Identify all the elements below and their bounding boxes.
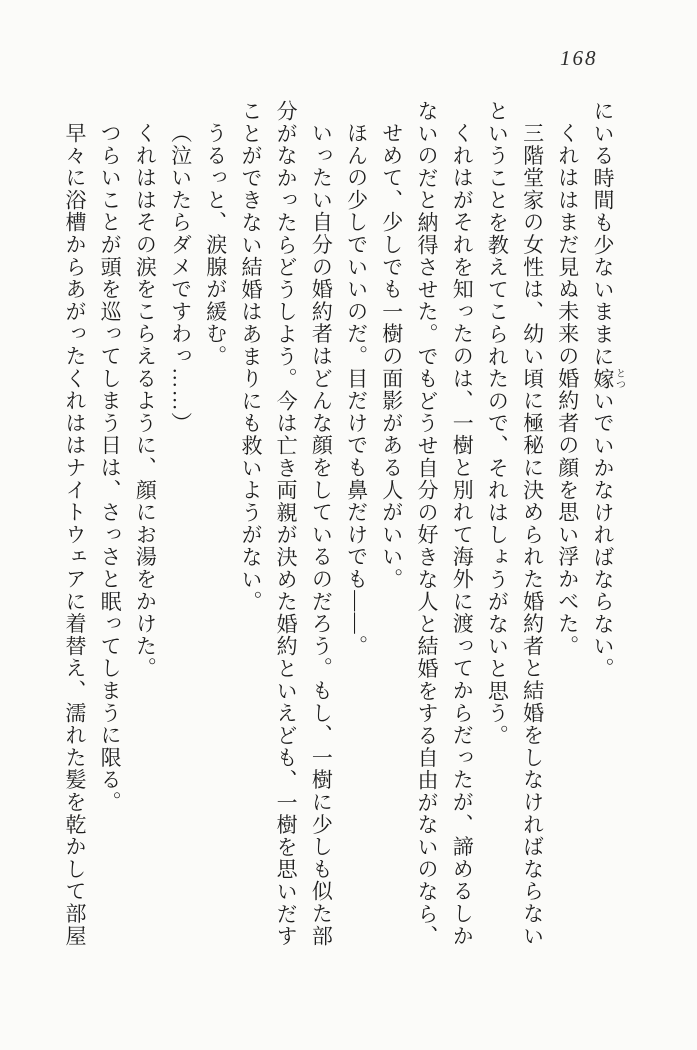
text-column: ないのだと納得させた。でもどうせ自分の好きな人と結婚をする自由がないのなら、 <box>414 100 439 948</box>
text-column: （泣いたらダメですわっ……） <box>168 122 193 435</box>
text-column: いったい自分の婚約者はどんな顔をしているのだろう。もし、一樹に少しも似た部 <box>309 122 334 948</box>
ruby-annotated-kanji: 嫁とつ <box>591 367 625 390</box>
text-column: ほんの少しでいいのだ。目だけでも鼻だけでも――。 <box>344 122 369 658</box>
text-column: くれははまだ見ぬ未来の婚約者の顔を思い浮かべた。 <box>555 122 580 658</box>
text-column: 早々に浴槽からあがったくれははナイトウェアに着替え、濡れた髪を乾かして部屋 <box>62 122 87 948</box>
text-column: ことができない結婚はあまりにも救いようがない。 <box>238 100 263 613</box>
text-column: にいる時間も少ないままに嫁とついでいかなければならない。 <box>591 100 625 680</box>
text-column: くれははその涙をこらえるように、顔にお湯をかけた。 <box>133 122 158 680</box>
text-column: くれはがそれを知ったのは、一樹と別れて海外に渡ってからだったが、諦めるしか <box>450 122 475 948</box>
text-column: うるっと、涙腺が緩む。 <box>203 122 228 368</box>
text-column: ということを教えてこられたので、それはしょうがないと思う。 <box>485 100 510 747</box>
text-column: 分がなかったらどうしよう。今は亡き両親が決めた婚約といえども、一樹を思いだす <box>274 100 299 948</box>
text-column: つらいことが頭を巡ってしまう日は、さっさと眠ってしまうに限る。 <box>98 122 123 814</box>
text-columns <box>57 100 624 960</box>
text-column: 三階堂家の女性は、幼い頃に極秘に決められた婚約者と結婚をしなければならない <box>520 122 545 948</box>
page-number: 168 <box>560 46 598 70</box>
text-column: せめて、少しでも一樹の面影がある人がいい。 <box>379 122 404 591</box>
